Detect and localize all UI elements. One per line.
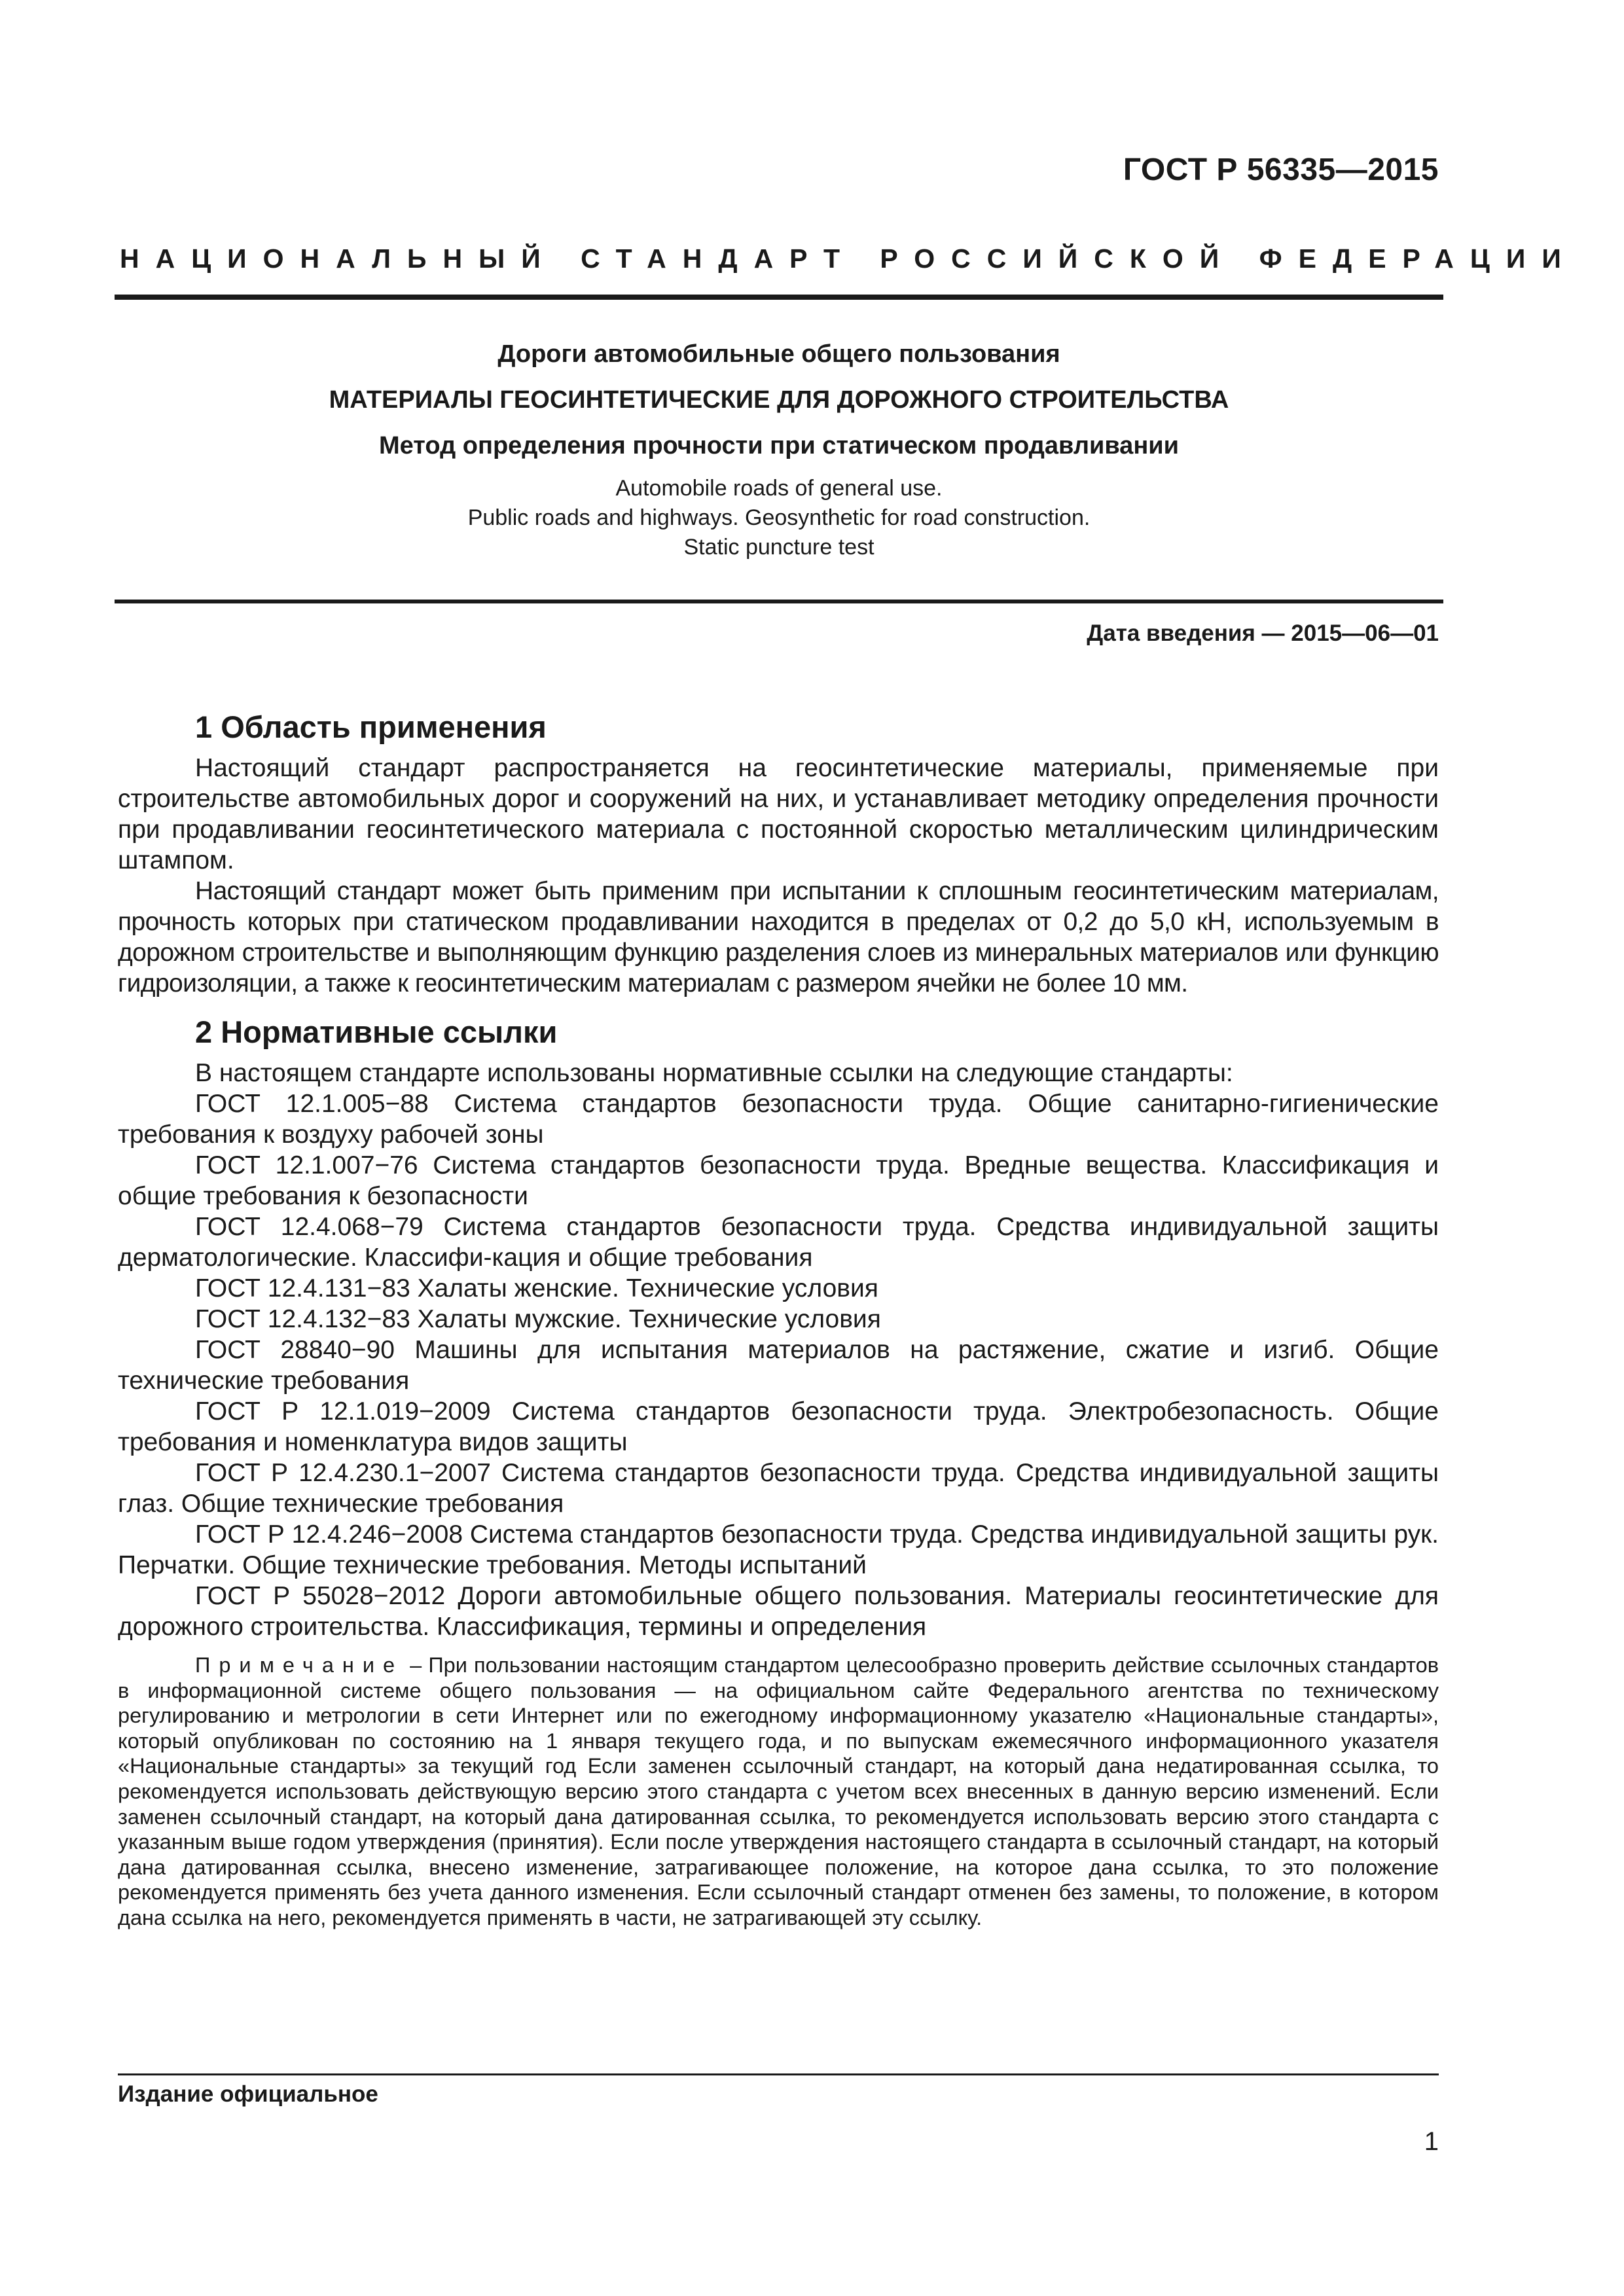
page-number: 1 [1424, 2127, 1439, 2156]
section-1-heading: 1 Область применения [195, 709, 547, 744]
introduction-date: Дата введения — 2015—06—01 [1087, 620, 1439, 646]
reference-item: ГОСТ Р 12.4.246−2008 Система стандартов безопасности труда. Средства индивидуальной защиты рук. Перчатки. Общие технические требования. Методы испытаний [118, 1520, 1439, 1579]
main-content [118, 694, 1439, 1931]
section-1-paragraph-1: Настоящий стандарт распространяется на геосинтетические материалы, применяемые при строительстве автомобильных дорог и сооружений на них, и устанавливает методику определения прочности при продавливании геосинтетического материала с постоянной скоростью металлическим цилиндрическим штампом. [118, 754, 1439, 874]
middle-rule [115, 600, 1443, 603]
reference-item: ГОСТ 28840−90 Машины для испытания материалов на растяжение, сжатие и изгиб. Общие технические требования [118, 1336, 1439, 1395]
reference-item: ГОСТ Р 12.4.230.1−2007 Система стандартов безопасности труда. Средства индивидуальной защиты глаз. Общие технические требования [118, 1459, 1439, 1518]
section-2-heading: 2 Нормативные ссылки [195, 1014, 558, 1049]
reference-item: ГОСТ 12.1.007−76 Система стандартов безопасности труда. Вредные вещества. Классификация и общие требования к безопасности [118, 1151, 1439, 1210]
title-line-3: Метод определения прочности при статическом продавливании [379, 432, 1179, 459]
title-line-1: Дороги автомобильные общего пользования [497, 340, 1060, 368]
reference-item: ГОСТ Р 55028−2012 Дороги автомобильные общего пользования. Материалы геосинтетические для дорожного строительства. Классификация, термины и определения [118, 1582, 1439, 1641]
english-title-3: Static puncture test [683, 535, 875, 560]
note-block [118, 1653, 1439, 1931]
standard-banner: НАЦИОНАЛЬНЫЙ СТАНДАРТ РОССИЙСКОЙ ФЕДЕРАЦИИ [120, 243, 1578, 274]
note-label: Примечание [195, 1653, 404, 1677]
footer-rule [118, 2073, 1439, 2075]
reference-item: ГОСТ 12.4.132−83 Халаты мужские. Технические условия [195, 1305, 881, 1333]
reference-item: ГОСТ Р 12.1.019−2009 Система стандартов безопасности труда. Электробезопасность. Общие требования и номенклатура видов защиты [118, 1397, 1439, 1456]
section-2-intro: В настоящем стандарте использованы нормативные ссылки на следующие стандарты: [195, 1059, 1233, 1087]
note-text: – При пользовании настоящим стандартом целесообразно проверить действие ссылочных стандартов в информационной системе общего пользования — на официальном сайте Федерального агентства по техническому регулированию и метрологии в сети Интернет или по ежегодному информационному указателю «Национальные стандарты», который опубликован по состоянию на 1 января текущего года, и по выпускам ежемесячного информационного указателя «Национальные стандарты» за текущий год Если заменен ссылочный стандарт, на который дана недатированная ссылка, то рекомендуется использовать действующую версию этого стандарта с учетом всех внесенных в данную версию изменений. Если заменен ссылочный стандарт, на который дана датированная ссылка, то рекомендуется использовать версию этого стандарта с указанным выше годом утверждения (принятия). Если после утверждения настоящего стандарта в ссылочный стандарт, на который дана датированная ссылка, внесено изменение, затрагивающее положение, на которое дана ссылка, то это положение рекомендуется применять без учета данного изменения. Если ссылочный стандарт отменен без замены, то положение, в котором дана ссылка на него, рекомендуется применять в части, не затрагивающей эту ссылку. [118, 1653, 1439, 1929]
document-code: ГОСТ Р 56335—2015 [1123, 152, 1439, 187]
reference-item: ГОСТ 12.4.131−83 Халаты женские. Технические условия [195, 1274, 878, 1302]
english-title-1: Automobile roads of general use. [615, 476, 943, 501]
title-block [115, 332, 1443, 562]
official-edition-label: Издание официальное [118, 2081, 378, 2107]
section-1-paragraph-2: Настоящий стандарт может быть применим при испытании к сплошным геосинтетическим материалам, прочность которых при статическом продавливании находится в пределах от 0,2 до 5,0 кН, используемым в дорожном строительстве и выполняющим функцию разделения слоев из минеральных материалов или функцию гидроизоляции, а также к геосинтетическим материалам с размером ячейки не более 10 мм. [118, 877, 1439, 997]
reference-item: ГОСТ 12.4.068−79 Система стандартов безопасности труда. Средства индивидуальной защиты дерматологические. Классифи-кация и общие требования [118, 1213, 1439, 1272]
english-title-2: Public roads and highways. Geosynthetic for road construction. [467, 505, 1091, 530]
top-rule [115, 295, 1443, 300]
reference-item: ГОСТ 12.1.005−88 Система стандартов безопасности труда. Общие санитарно-гигиенические требования к воздуху рабочей зоны [118, 1090, 1439, 1149]
title-line-2: МАТЕРИАЛЫ ГЕОСИНТЕТИЧЕСКИЕ ДЛЯ ДОРОЖНОГО СТРОИТЕЛЬСТВА [329, 386, 1229, 414]
